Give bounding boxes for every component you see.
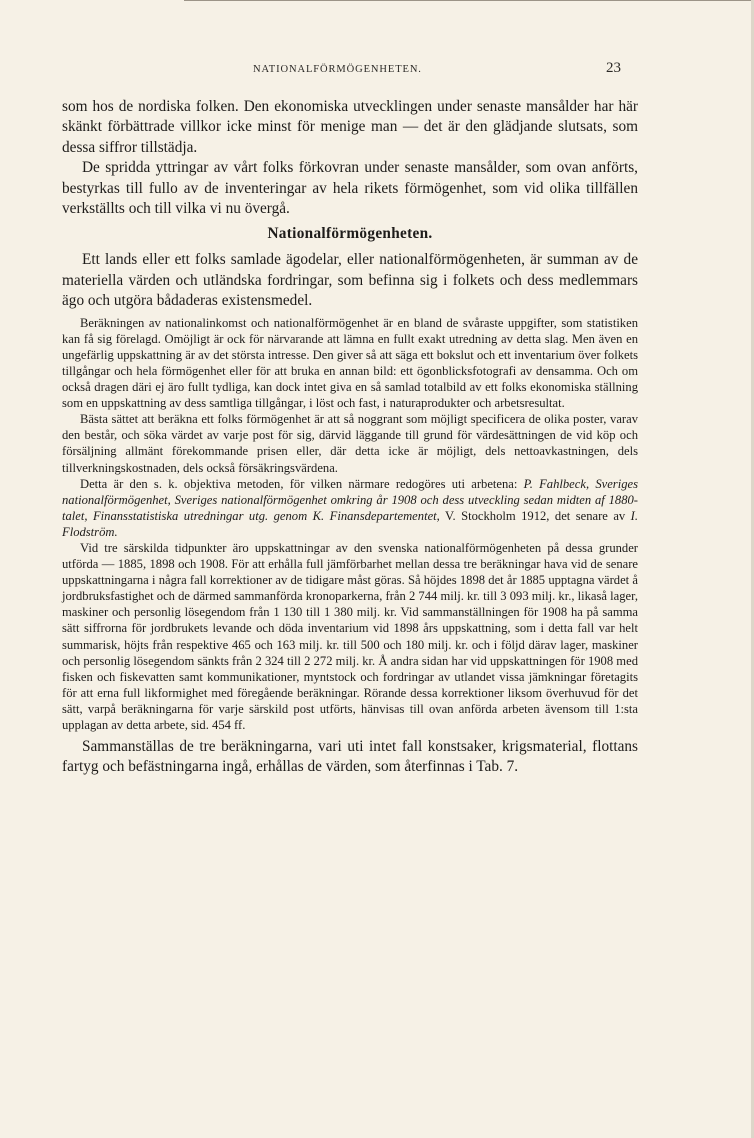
page-header (0, 58, 754, 80)
small-paragraph-4: Vid tre särskilda tidpunkter äro uppskattningar av den svenska nationalförmögenheten på dessa grunder utförda — 1885, 1898 och 1908. För att erhålla full jämförbarhet mellan dessa tre beräkningar hava vid de senare uppskattningarna i några fall korrektioner av de tidigare måst göras. Så höjdes 1898 det år 1885 upptagna värdet å jordbruksfastighet och de därmed sammanförda kronoparkerna, från 2 744 milj. kr. till 3 093 milj. kr., likaså lager, maskiner och personlig lösegendom från 1 130 till 1 380 milj. kr. Vid sammanställningen för 1908 ha på samma sätt siffrorna för jordbrukets levande och döda inventarium vid 1898 års uppskattning, som i detta fall var helt summarisk, höjts från respektive 465 och 163 milj. kr. till 500 och 180 milj. kr. och i följd därav lager, maskiner och personlig lösegendom sänkts från 2 324 till 2 272 milj. kr. Å andra sidan har vid uppskattningen för 1908 med fisken och fiskevatten samt kommunikationer, myntstock och fordringar av utlandet vissa jämkningar företagits för att erna full likformighet med föregående beräkningar. Rörande dessa korrektioner liksom överhuvud för det sätt, varpå beräkningarna för varje särskild post utförts, hänvisas till ovan anförda arbeten ävensom till 1:sta upplagan av detta arbete, sid. 454 ff. (62, 540, 638, 732)
page-body (62, 97, 638, 778)
page-number: 23 (606, 60, 621, 76)
small-paragraph-2: Bästa sättet att beräkna ett folks förmögenhet är att så noggrant som möjligt specificera de olika poster, varav den består, och söka värdet av varje post för sig, därvid läggande till grund för värdesättningen de vid köp och försäljning allmänt förekommande prisen eller, där detta icke är möjligt, dels nettoavkastningen, dels tillverkningskostnaden, dels också försäkringsvärdena. (62, 412, 638, 475)
small-paragraph-3-text-b: V. Stockholm 1912, det senare av (439, 508, 631, 523)
small-paragraph-3-text-a: Detta är den s. k. objektiva metoden, för vilken närmare redogöres uti arbetena: (80, 476, 524, 491)
small-paragraph-1: Beräkningen av nationalinkomst och nationalförmögenhet är en bland de svåraste uppgifter, som statistiken kan få sig förelagd. Omöjligt är ock för närvarande att lämna en fullt exakt utredning av detta slag. Men även en ungefärlig uppskattning är av det största intresse. Den giver så att säga ett bokslut och ett inventarium över folkets tillgångar och hela förmögenhet eller för att bruka en annan bild: ett ögonblicksfotografi av densamma. Och om också dragen däri ej äro fullt tydliga, kan dock intet giva en så samlad totalbild av ett folks ekonomiska ställning som en uppskattning av dess samtliga tillgångar, i löst och fast, i naturaprodukter och arbetsresultat. (62, 315, 638, 411)
top-edge-rule (184, 0, 754, 1)
citation-fahlbeck: P. Fahlbeck, Sveriges nationalförmögenhet, Sveriges nationalförmögenhet omkring år 1908 och dess utveckling sedan midten af 1880-talet, Finansstatistiska utredningar utg. genom K. Finansdepartementet, (62, 476, 638, 523)
closing-paragraph: Sammanställas de tre beräkningarna, vari uti intet fall konstsaker, krigsmaterial, flottans fartyg och befästningarna ingå, erhållas de värden, som återfinnas i Tab. 7. (62, 738, 638, 776)
running-title: NATIONALFÖRMÖGENHETEN. (253, 64, 422, 75)
intro-paragraph-2: De spridda yttringar av vårt folks förkovran under senaste mansålder, som ovan anförts, bestyrkas till fullo av de inventeringar av hela rikets förmögenhet, som vid olika tillfällen verkställts och till vilka vi nu övergå. (62, 159, 638, 218)
small-paragraph-3 (62, 476, 638, 540)
section-heading: Nationalförmögenheten. (267, 225, 433, 243)
citation-flodstrom: I. Flodström. (62, 508, 639, 539)
intro-paragraph-1: som hos de nordiska folken. Den ekonomiska utvecklingen under senaste mansålder har här skänkt förbättrade villkor icke minst för menige man — det är den glädjande slutsats, som dessa siffror tillstädja. (62, 98, 638, 156)
section-lead-paragraph: Ett lands eller ett folks samlade ägodelar, eller nationalförmögenheten, är summan av de materiella värden och utländska fordringar, som befinna sig i folkets och dess medlemmars ägo och utgöra bådaderas existensmedel. (62, 251, 638, 310)
